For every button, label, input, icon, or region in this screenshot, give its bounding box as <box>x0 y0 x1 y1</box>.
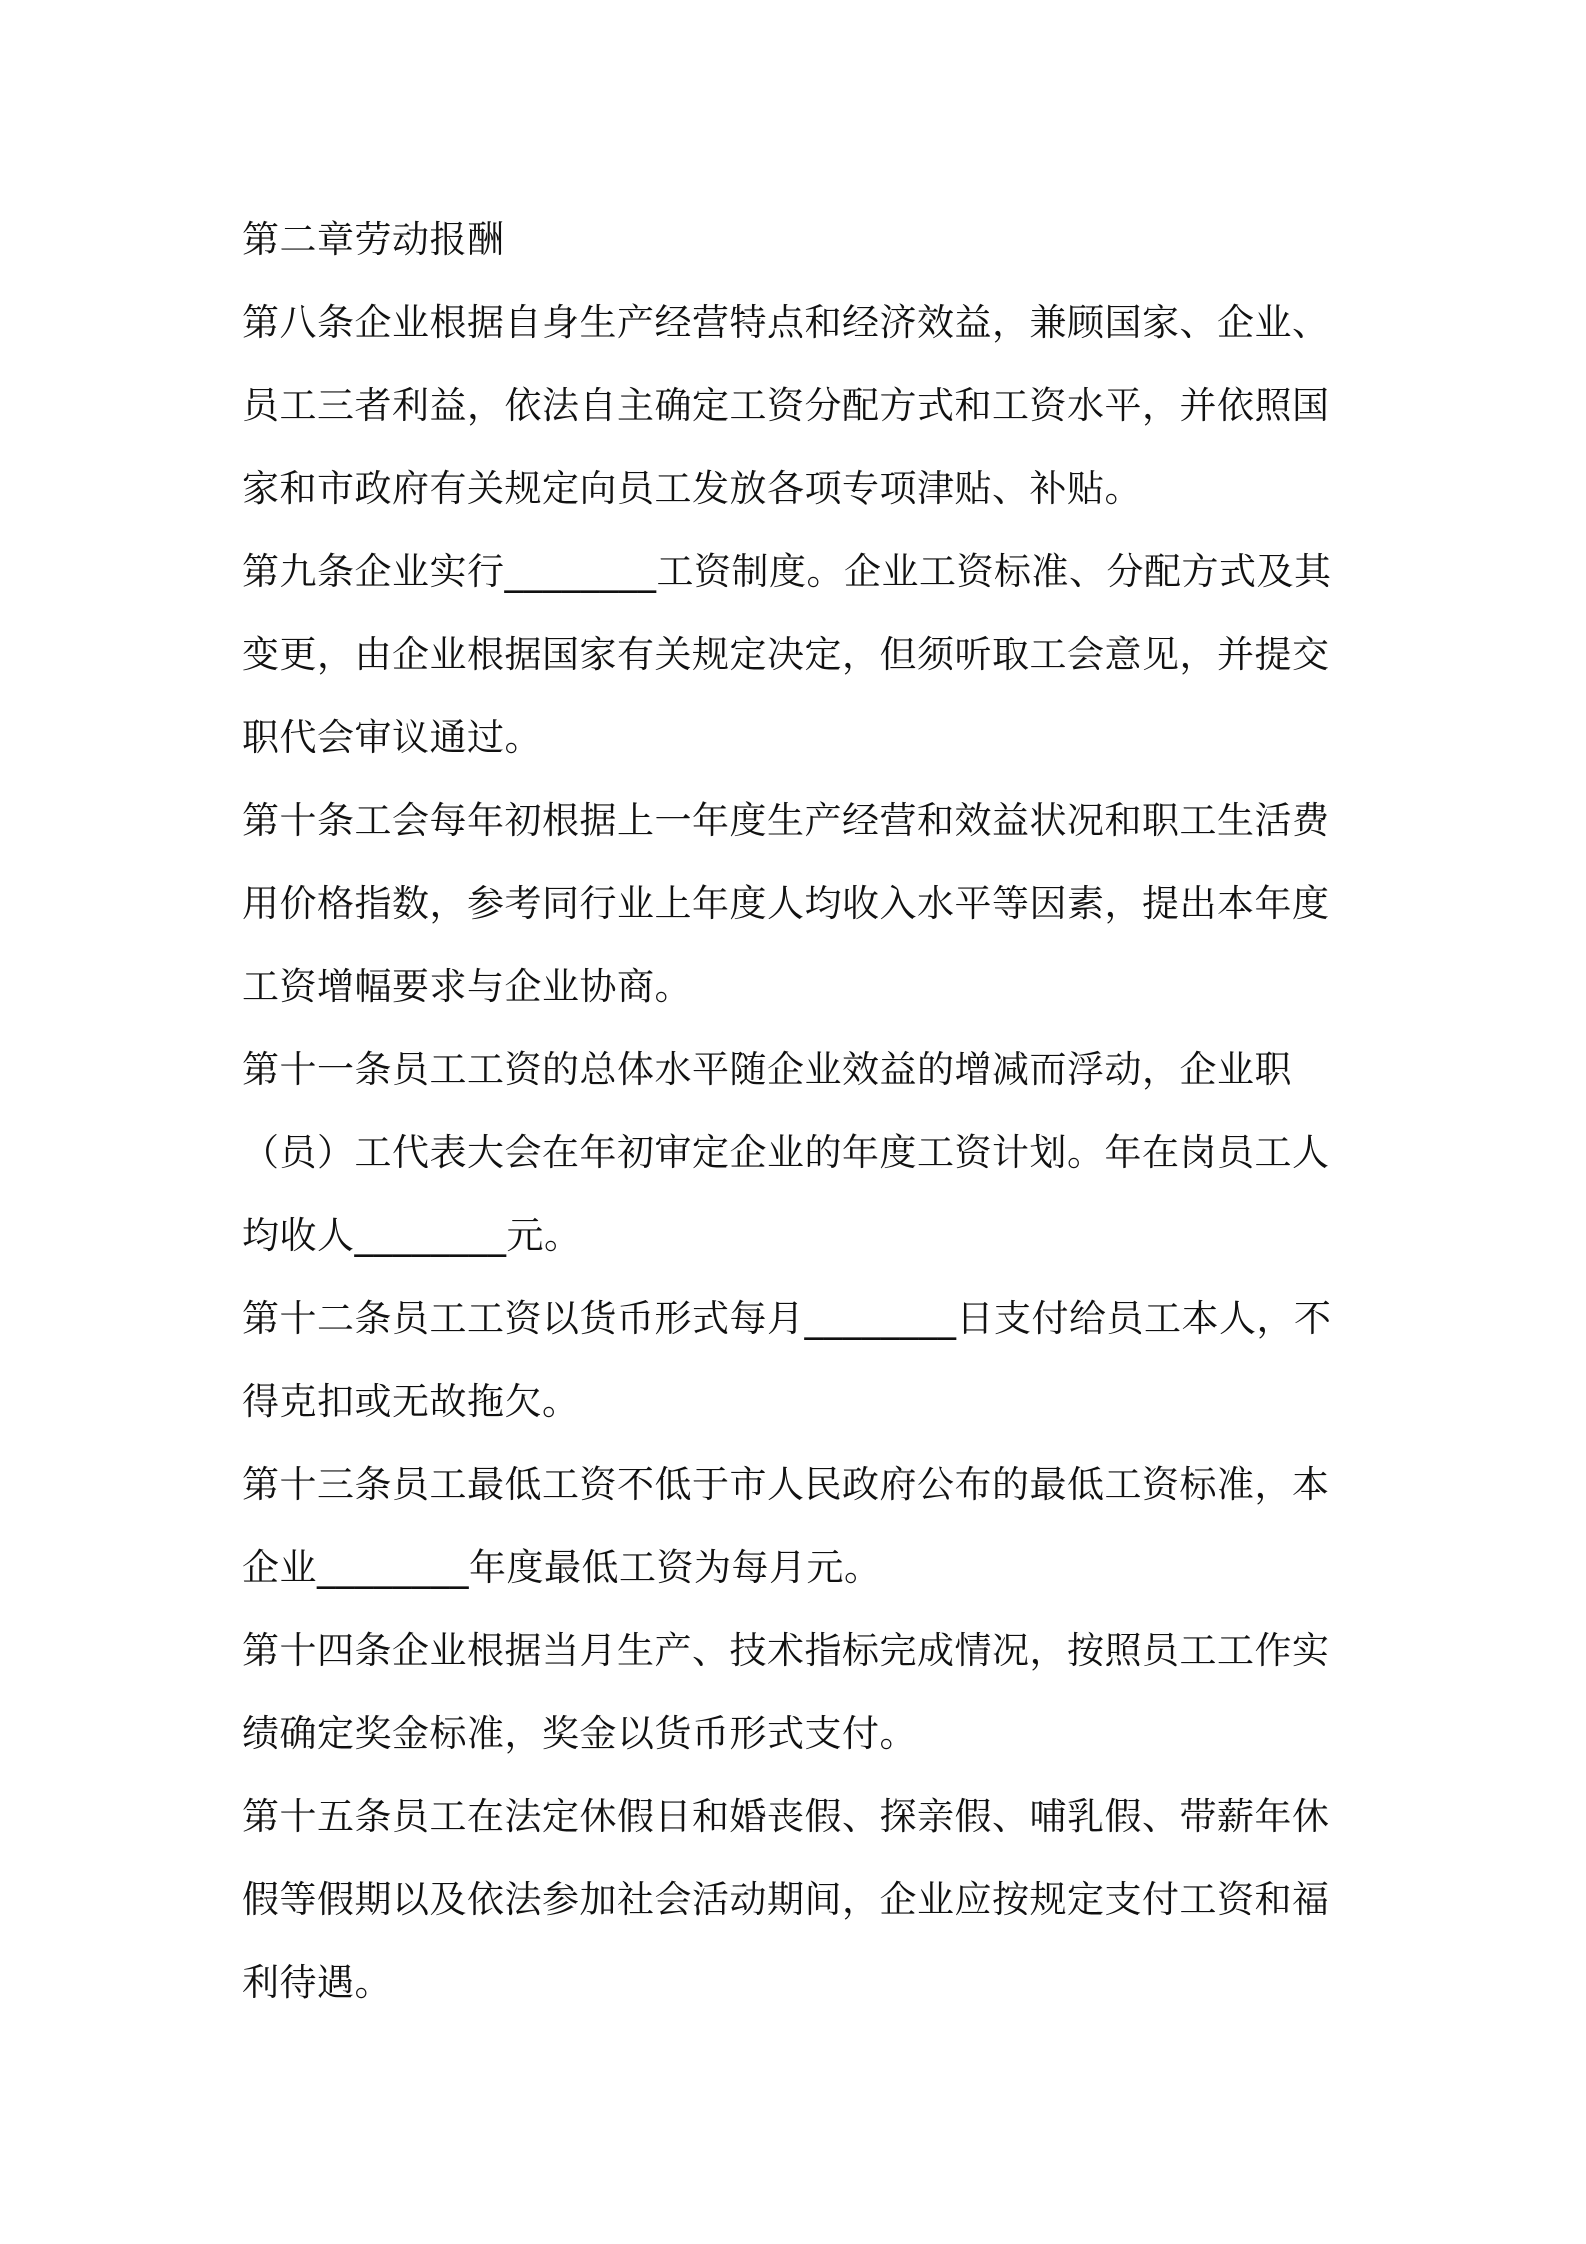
article-9: 第九条企业实行________工资制度。企业工资标准、分配方式及其变更，由企业根据国家有关规定决定，但须听取工会意见，并提交职代会审议通过。 <box>242 550 1332 759</box>
article-14: 第十四条企业根据当月生产、技术指标完成情况，按照员工工作实绩确定奖金标准，奖金以货币形式支付。 <box>242 1629 1330 1755</box>
article-11: 第十一条员工工资的总体水平随企业效益的增减而浮动，企业职（员）工代表大会在年初审定企业的年度工资计划。年在岗员工人均收人________元。 <box>242 1048 1330 1257</box>
article-8: 第八条企业根据自身生产经营特点和经济效益，兼顾国家、企业、员工三者利益，依法自主确定工资分配方式和工资水平，并依照国家和市政府有关规定向员工发放各项专项津贴、补贴。 <box>242 301 1330 510</box>
article-10: 第十条工会每年初根据上一年度生产经营和效益状况和职工生活费用价格指数，参考同行业上年度人均收入水平等因素，提出本年度工资增幅要求与企业协商。 <box>242 799 1330 1008</box>
article-15: 第十五条员工在法定休假日和婚丧假、探亲假、哺乳假、带薪年休假等假期以及依法参加社会活动期间，企业应按规定支付工资和福利待遇。 <box>242 1795 1330 2004</box>
document-body <box>242 198 1362 2024</box>
article-13: 第十三条员工最低工资不低于市人民政府公布的最低工资标准，本企业________年度最低工资为每月元。 <box>242 1463 1330 1589</box>
article-12: 第十二条员工工资以货币形式每月________日支付给员工本人，不得克扣或无故拖欠。 <box>242 1297 1332 1423</box>
chapter-title: 第二章劳动报酬 <box>242 218 505 261</box>
